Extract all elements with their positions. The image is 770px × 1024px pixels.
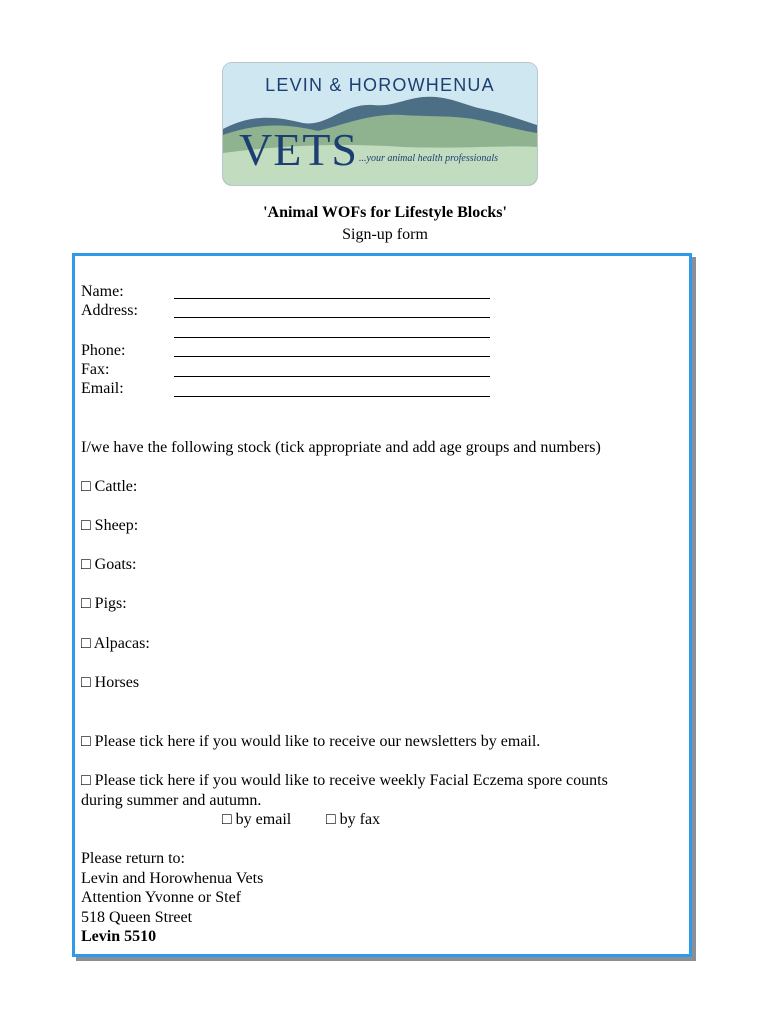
checkbox-icon[interactable]: □ bbox=[81, 674, 91, 691]
stock-item-goats bbox=[81, 555, 136, 574]
name-field[interactable] bbox=[174, 298, 490, 299]
stock-item-label: Alpacas: bbox=[93, 635, 150, 652]
by-email-label: by email bbox=[235, 811, 292, 828]
return-line-3: 518 Queen Street bbox=[81, 909, 193, 926]
checkbox-icon[interactable]: □ bbox=[81, 595, 91, 612]
address-label: Address: bbox=[81, 302, 138, 319]
logo-main-text: VETS bbox=[239, 124, 358, 175]
phone-label: Phone: bbox=[81, 342, 126, 359]
address-field-line-2[interactable] bbox=[174, 337, 490, 338]
email-field[interactable] bbox=[174, 396, 490, 397]
eczema-option-email bbox=[222, 810, 291, 829]
checkbox-icon[interactable]: □ bbox=[81, 635, 91, 652]
checkbox-icon[interactable]: □ bbox=[81, 556, 91, 573]
newsletter-label: Please tick here if you would like to receive our newsletters by email. bbox=[94, 733, 541, 750]
logo-tagline: ...your animal health professionals bbox=[359, 153, 499, 164]
page-title: 'Animal WOFs for Lifestyle Blocks' bbox=[263, 204, 507, 221]
fax-field[interactable] bbox=[174, 376, 490, 377]
eczema-label-line-2: during summer and autumn. bbox=[81, 792, 262, 809]
return-line-2: Attention Yvonne or Stef bbox=[81, 889, 241, 906]
by-fax-label: by fax bbox=[339, 811, 381, 828]
address-field-line-1[interactable] bbox=[174, 317, 490, 318]
stock-item-pigs bbox=[81, 594, 127, 613]
name-label: Name: bbox=[81, 283, 124, 300]
checkbox-icon[interactable]: □ bbox=[81, 733, 91, 750]
eczema-label-line-1: Please tick here if you would like to receive weekly Facial Eczema spore counts bbox=[94, 772, 608, 789]
phone-field[interactable] bbox=[174, 356, 490, 357]
logo-top-text: LEVIN & HOROWHENUA bbox=[265, 75, 495, 95]
checkbox-icon[interactable]: □ bbox=[326, 811, 336, 828]
vets-logo bbox=[222, 62, 538, 186]
stock-item-label: Horses bbox=[94, 674, 140, 691]
stock-intro: I/we have the following stock (tick appropriate and add age groups and numbers) bbox=[81, 439, 601, 456]
stock-item-label: Pigs: bbox=[94, 595, 127, 612]
stock-item-label: Goats: bbox=[94, 556, 137, 573]
email-label: Email: bbox=[81, 380, 124, 397]
checkbox-icon[interactable]: □ bbox=[81, 772, 91, 789]
return-heading: Please return to: bbox=[81, 850, 185, 867]
stock-item-alpacas bbox=[81, 634, 150, 653]
return-line-4: Levin 5510 bbox=[81, 928, 157, 945]
checkbox-icon[interactable]: □ bbox=[81, 478, 91, 495]
fax-label: Fax: bbox=[81, 361, 110, 378]
eczema-option bbox=[81, 771, 608, 790]
stock-item-label: Cattle: bbox=[94, 478, 138, 495]
return-line-1: Levin and Horowhenua Vets bbox=[81, 870, 264, 887]
stock-item-cattle bbox=[81, 477, 137, 496]
stock-item-sheep bbox=[81, 516, 138, 535]
checkbox-icon[interactable]: □ bbox=[81, 517, 91, 534]
stock-item-label: Sheep: bbox=[94, 517, 139, 534]
checkbox-icon[interactable]: □ bbox=[222, 811, 232, 828]
eczema-option-fax bbox=[326, 810, 380, 829]
page-subtitle: Sign-up form bbox=[342, 226, 428, 243]
stock-item-horses bbox=[81, 673, 139, 692]
newsletter-option bbox=[81, 732, 540, 751]
